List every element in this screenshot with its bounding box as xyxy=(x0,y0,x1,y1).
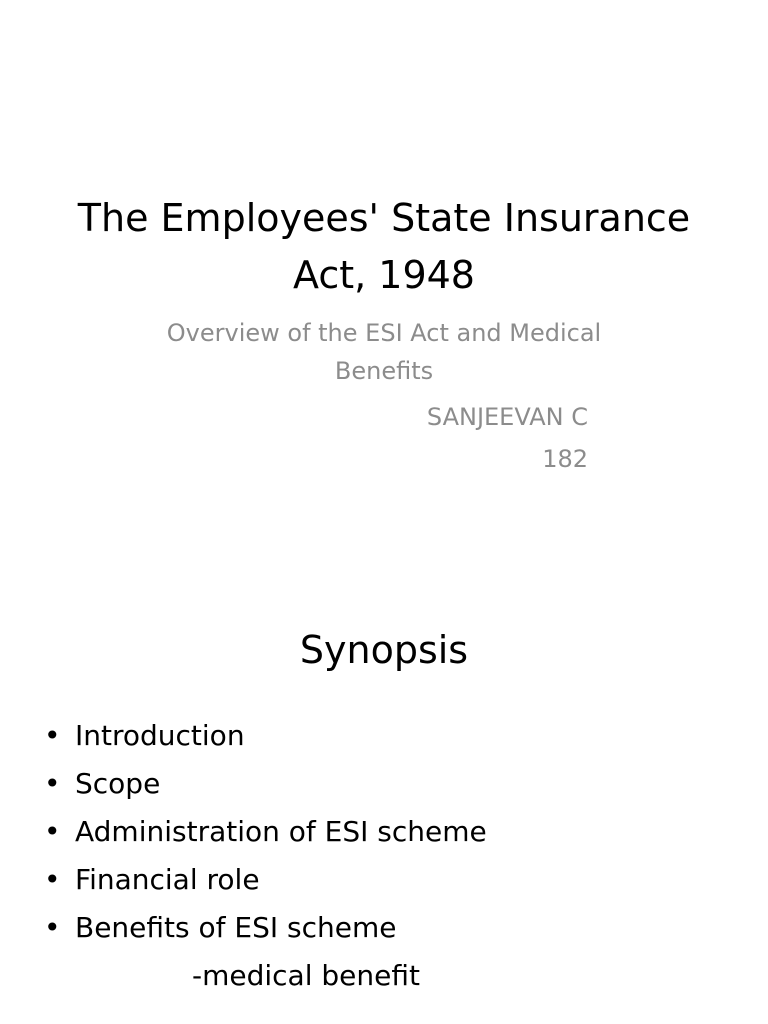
list-item-label: Scope xyxy=(75,767,161,800)
list-item xyxy=(44,760,487,808)
list-item xyxy=(44,904,487,952)
title-line-1: The Employees' State Insurance xyxy=(77,196,691,240)
presentation-title xyxy=(60,190,708,304)
author-number: 182 xyxy=(542,445,588,473)
subtitle-line-2: Benefits xyxy=(334,357,434,385)
list-item-label: Administration of ESI scheme xyxy=(75,815,487,848)
synopsis-list xyxy=(44,712,487,952)
bullet-icon: • xyxy=(44,767,61,800)
bullet-icon: • xyxy=(44,911,61,944)
title-line-2: Act, 1948 xyxy=(293,253,475,297)
synopsis-slide xyxy=(0,576,768,1024)
list-item-label: Benefits of ESI scheme xyxy=(75,911,397,944)
list-item xyxy=(44,856,487,904)
sub-list-item: -medical benefit xyxy=(192,959,420,992)
presentation-subtitle xyxy=(100,314,668,390)
subtitle-line-1: Overview of the ESI Act and Medical xyxy=(166,319,602,347)
bullet-icon: • xyxy=(44,815,61,848)
list-item-label: Financial role xyxy=(75,863,260,896)
list-item xyxy=(44,808,487,856)
author-block xyxy=(427,396,588,480)
list-item-label: Introduction xyxy=(75,719,245,752)
bullet-icon: • xyxy=(44,719,61,752)
synopsis-title: Synopsis xyxy=(299,628,469,672)
author-name: SANJEEVAN C xyxy=(426,403,588,431)
list-item xyxy=(44,712,487,760)
bullet-icon: • xyxy=(44,863,61,896)
